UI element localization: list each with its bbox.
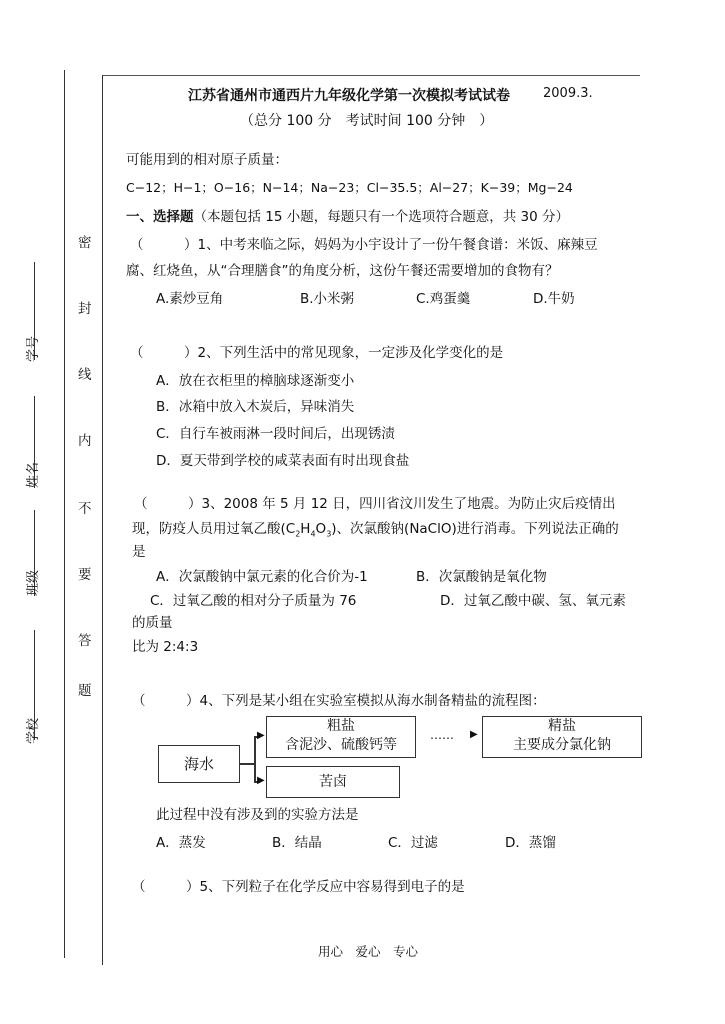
q3-line-2 bbox=[132, 520, 619, 544]
margin-line-outer bbox=[64, 70, 65, 958]
q3-option-d-cont: 的质量 bbox=[132, 615, 173, 631]
field-school: 学校 bbox=[26, 717, 41, 744]
q3-option-d-ratio: 比为 2:4:3 bbox=[132, 639, 199, 655]
q3-text-a: 现，防疫人员用过氧乙酸(C bbox=[132, 521, 296, 537]
flow-box-crude-salt bbox=[266, 716, 416, 758]
section-instructions: （本题包括 15 小题，每题只有一个选项符合题意，共 30 分） bbox=[193, 209, 570, 225]
seal-char-5: 不 bbox=[78, 501, 92, 517]
q3-option-a: A．次氯酸钠中氯元素的化合价为-1 bbox=[156, 569, 368, 585]
flow-bittern-label: 苦卤 bbox=[319, 774, 347, 790]
q2-option-d: D．夏天带到学校的咸菜表面有时出现食盐 bbox=[156, 453, 410, 469]
flow-connector-h1 bbox=[240, 763, 254, 765]
q1-option-c: C.鸡蛋羹 bbox=[416, 291, 471, 307]
q4-option-c: C．过滤 bbox=[388, 835, 438, 851]
q4-option-d: D．蒸馏 bbox=[505, 835, 556, 851]
q3-option-b: B．次氯酸钠是氧化物 bbox=[416, 569, 547, 585]
q3-option-c: C．过氧乙酸的相对分子质量为 76 bbox=[150, 593, 357, 609]
q2-option-c: C．自行车被雨淋一段时间后，出现锈渍 bbox=[156, 426, 395, 442]
field-name: 姓名 bbox=[26, 461, 41, 488]
seal-char-1: 密 bbox=[78, 235, 92, 251]
q3-option-d: D．过氧乙酸中碳、氢、氧元素 bbox=[440, 593, 626, 609]
section-title: 一、选择题 bbox=[126, 209, 194, 225]
seal-char-8: 题 bbox=[78, 683, 92, 699]
flow-box-bittern bbox=[266, 766, 400, 798]
q3-text-o: O bbox=[315, 521, 327, 537]
seal-char-7: 答 bbox=[78, 633, 92, 649]
field-student-id: 学号 bbox=[26, 335, 41, 362]
q3-text-d: )、次氯酸钠(NaClO)进行消毒。下列说法正确的 bbox=[331, 521, 619, 537]
flow-refined-salt-label: 精盐 bbox=[548, 718, 576, 734]
footer-text: 用心 爱心 专心 bbox=[318, 944, 419, 959]
atomic-mass-label: 可能用到的相对原子质量： bbox=[126, 152, 288, 168]
flow-arrow-right: ▶ bbox=[470, 729, 478, 740]
flow-box-refined-salt bbox=[482, 716, 642, 758]
q1-option-a: A.素炒豆角 bbox=[156, 291, 224, 307]
seal-char-3: 线 bbox=[78, 367, 92, 383]
q4-option-a: A．蒸发 bbox=[156, 835, 206, 851]
flow-box-seawater bbox=[158, 745, 240, 783]
margin-line-inner bbox=[102, 75, 103, 965]
q2-option-b: B．冰箱中放入木炭后，异味消失 bbox=[156, 399, 355, 415]
q3-text-h: H bbox=[300, 521, 311, 537]
q3-sub-h: 4 bbox=[310, 529, 316, 539]
q4-question: 此过程中没有涉及到的实验方法是 bbox=[156, 807, 359, 823]
atomic-mass-values: C−12；H−1；O−16；N−14；Na−23；Cl−35.5；Al−27；K−39；Mg−24 bbox=[126, 180, 573, 195]
flow-seawater-label: 海水 bbox=[183, 755, 214, 773]
flow-refined-salt-note: 主要成分氯化钠 bbox=[513, 737, 611, 753]
q4-stem: （ ）4、下列是某小组在实验室模拟从海水制备精盐的流程图： bbox=[132, 693, 546, 709]
exam-subtitle: （总分 100 分 考试时间 100 分钟 ） bbox=[240, 113, 494, 129]
q3-sub-o: 3 bbox=[326, 529, 332, 539]
seal-char-2: 封 bbox=[78, 301, 92, 317]
q1-option-b: B.小米粥 bbox=[300, 291, 355, 307]
flow-arrow-bottom: ▶ bbox=[257, 775, 265, 786]
top-rule bbox=[102, 75, 640, 76]
exam-title: 江苏省通州市通西片九年级化学第一次模拟考试试卷 bbox=[188, 88, 510, 104]
q1-line-1: （ ）1、中考来临之际，妈妈为小宇设计了一份午餐食谱：米饭、麻辣豆 bbox=[130, 237, 598, 253]
exam-date: 2009.3. bbox=[543, 86, 593, 101]
q2-option-a: A．放在衣柜里的樟脑球逐渐变小 bbox=[156, 373, 355, 389]
q4-option-b: B．结晶 bbox=[272, 835, 322, 851]
flow-connector-v bbox=[254, 736, 256, 782]
field-class: 班级 bbox=[26, 569, 41, 596]
flow-crude-salt-label: 粗盐 bbox=[327, 718, 355, 734]
q5-stem: （ ）5、下列粒子在化学反应中容易得到电子的是 bbox=[132, 879, 465, 895]
q1-line-2: 腐、红烧鱼，从“合理膳食”的角度分析，这份午餐还需要增加的食物有？ bbox=[126, 263, 559, 279]
flow-arrow-top: ▶ bbox=[257, 730, 265, 741]
q3-sub-c: 2 bbox=[295, 529, 301, 539]
flow-dots: …… bbox=[430, 728, 454, 742]
q3-line-3: 是 bbox=[132, 544, 146, 560]
q1-option-d: D.牛奶 bbox=[533, 291, 575, 307]
q2-stem: （ ）2、下列生活中的常见现象，一定涉及化学变化的是 bbox=[130, 345, 504, 361]
seal-char-4: 内 bbox=[78, 433, 92, 449]
flow-crude-salt-note: 含泥沙、硫酸钙等 bbox=[285, 737, 397, 753]
q3-line-1: （ ）3、2008 年 5 月 12 日，四川省汶川发生了地震。为防止灾后疫情出 bbox=[134, 496, 616, 512]
seal-char-6: 要 bbox=[78, 567, 92, 583]
section-heading bbox=[126, 208, 569, 226]
